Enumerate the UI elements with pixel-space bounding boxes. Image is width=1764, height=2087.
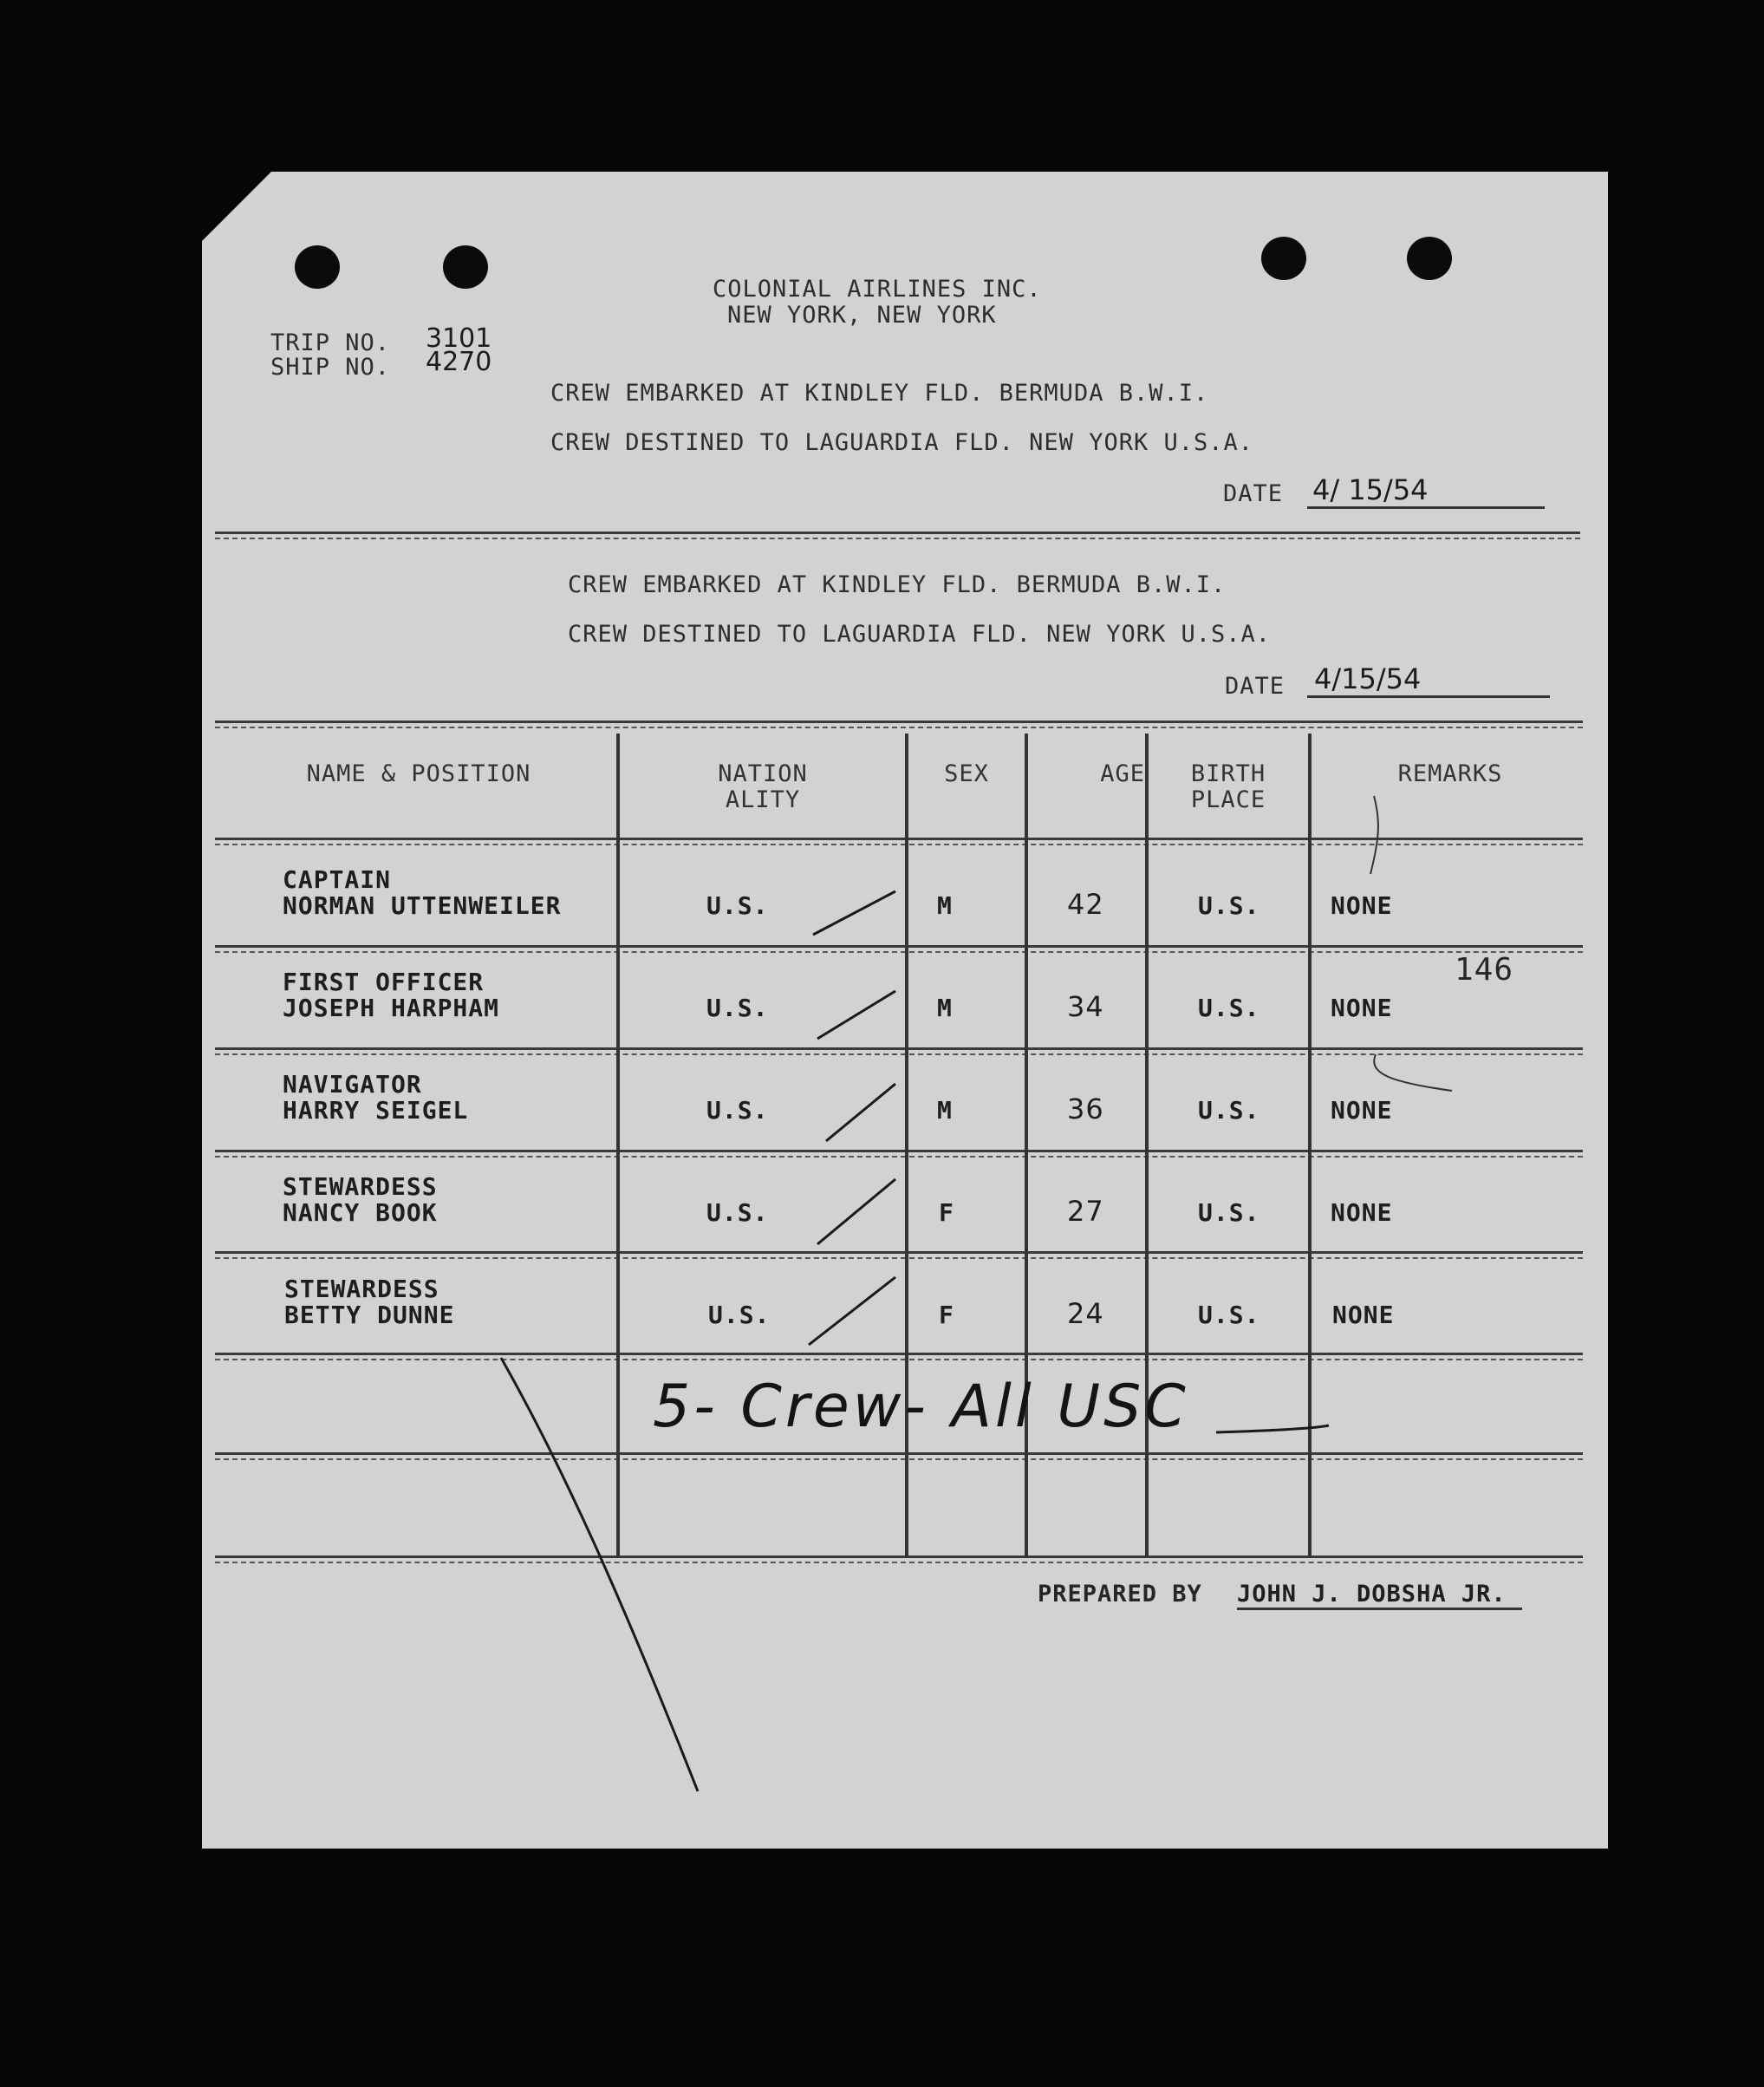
section2-date-value: 4/15/54: [1307, 662, 1550, 698]
header-name-position: NAME & POSITION: [306, 760, 531, 787]
section2-destined: CREW DESTINED TO LAGUARDIA FLD. NEW YORK U.S.A.: [568, 621, 1272, 648]
crew-position: FIRST OFFICER: [283, 968, 485, 996]
section1-date-label: DATE: [1223, 480, 1284, 507]
crew-age: 27: [1067, 1195, 1104, 1228]
crew-position: NAVIGATOR: [283, 1070, 422, 1099]
crew-position: STEWARDESS: [283, 1172, 438, 1201]
check-mark: [817, 991, 895, 1039]
crew-age: 36: [1067, 1092, 1104, 1125]
pencil-mark: [1370, 796, 1378, 874]
check-mark: [826, 1084, 895, 1141]
crew-birthplace: U.S.: [1198, 1096, 1260, 1125]
header-age: AGE: [1100, 760, 1145, 787]
section1-destined: CREW DESTINED TO LAGUARDIA FLD. NEW YORK U.S.A.: [550, 429, 1254, 456]
page-number: 146: [1455, 952, 1514, 988]
crew-remarks: NONE: [1332, 1301, 1395, 1329]
manifest-page: [202, 172, 1608, 1849]
crew-nationality: U.S.: [706, 1096, 769, 1125]
prepared-by-label: PREPARED BY: [1038, 1581, 1202, 1608]
header-sex: SEX: [944, 760, 989, 787]
trip-label: TRIP NO.: [270, 329, 391, 356]
crew-sex: F: [939, 1198, 954, 1227]
crew-age: 24: [1067, 1297, 1104, 1330]
crew-remarks: NONE: [1331, 1198, 1393, 1227]
header-birthplace-line2: PLACE: [1190, 786, 1266, 813]
section2-embarked: CREW EMBARKED AT KINDLEY FLD. BERMUDA B.W.I.: [568, 571, 1227, 598]
header-nationality-line1: NATION: [718, 760, 808, 787]
header-birthplace-line1: BIRTH: [1190, 760, 1266, 787]
crew-name: NORMAN UTTENWEILER: [283, 891, 562, 920]
crew-name: JOSEPH HARPHAM: [283, 994, 500, 1022]
crew-nationality: U.S.: [708, 1301, 771, 1329]
ink-marks: [202, 172, 1608, 1849]
prepared-by-name: JOHN J. DOBSHA JR.: [1237, 1581, 1522, 1610]
ship-label: SHIP NO.: [270, 354, 391, 381]
section2-date-label: DATE: [1225, 673, 1286, 700]
crew-nationality: U.S.: [706, 1198, 769, 1227]
crew-birthplace: U.S.: [1198, 1301, 1260, 1329]
crew-remarks: NONE: [1331, 994, 1393, 1022]
crew-birthplace: U.S.: [1198, 1198, 1260, 1227]
check-mark: [817, 1179, 895, 1244]
section1-embarked: CREW EMBARKED AT KINDLEY FLD. BERMUDA B.W.I.: [550, 380, 1209, 407]
pen-stroke: [1216, 1425, 1329, 1432]
crew-age: 42: [1067, 888, 1104, 921]
header-remarks: REMARKS: [1397, 760, 1503, 787]
crew-position: CAPTAIN: [283, 865, 392, 894]
crew-sex: M: [937, 891, 953, 920]
crew-sex: M: [937, 994, 953, 1022]
ship-number: 4270: [426, 347, 492, 377]
crew-nationality: U.S.: [706, 891, 769, 920]
crew-remarks: NONE: [1331, 891, 1393, 920]
company-city: NEW YORK, NEW YORK: [727, 302, 997, 329]
pen-stroke: [501, 1358, 698, 1791]
crew-name: NANCY BOOK: [283, 1198, 438, 1227]
crew-birthplace: U.S.: [1198, 891, 1260, 920]
check-mark: [813, 891, 895, 935]
company-name: COLONIAL AIRLINES INC.: [713, 276, 1042, 303]
crew-name: HARRY SEIGEL: [283, 1096, 469, 1125]
handwritten-summary: 5- Crew- All USC: [653, 1373, 1189, 1441]
crew-position: STEWARDESS: [284, 1275, 439, 1303]
header-nationality-line2: ALITY: [725, 786, 801, 813]
check-mark: [809, 1277, 895, 1345]
crew-sex: M: [937, 1096, 953, 1125]
crew-name: BETTY DUNNE: [284, 1301, 455, 1329]
crew-sex: F: [939, 1301, 954, 1329]
crew-age: 34: [1067, 990, 1104, 1023]
crew-remarks: NONE: [1331, 1096, 1393, 1125]
crew-nationality: U.S.: [706, 994, 769, 1022]
pencil-mark: [1374, 1054, 1452, 1091]
crew-birthplace: U.S.: [1198, 994, 1260, 1022]
trip-number: 3101: [426, 323, 492, 354]
section1-date-value: 4/ 15/54: [1307, 473, 1545, 509]
